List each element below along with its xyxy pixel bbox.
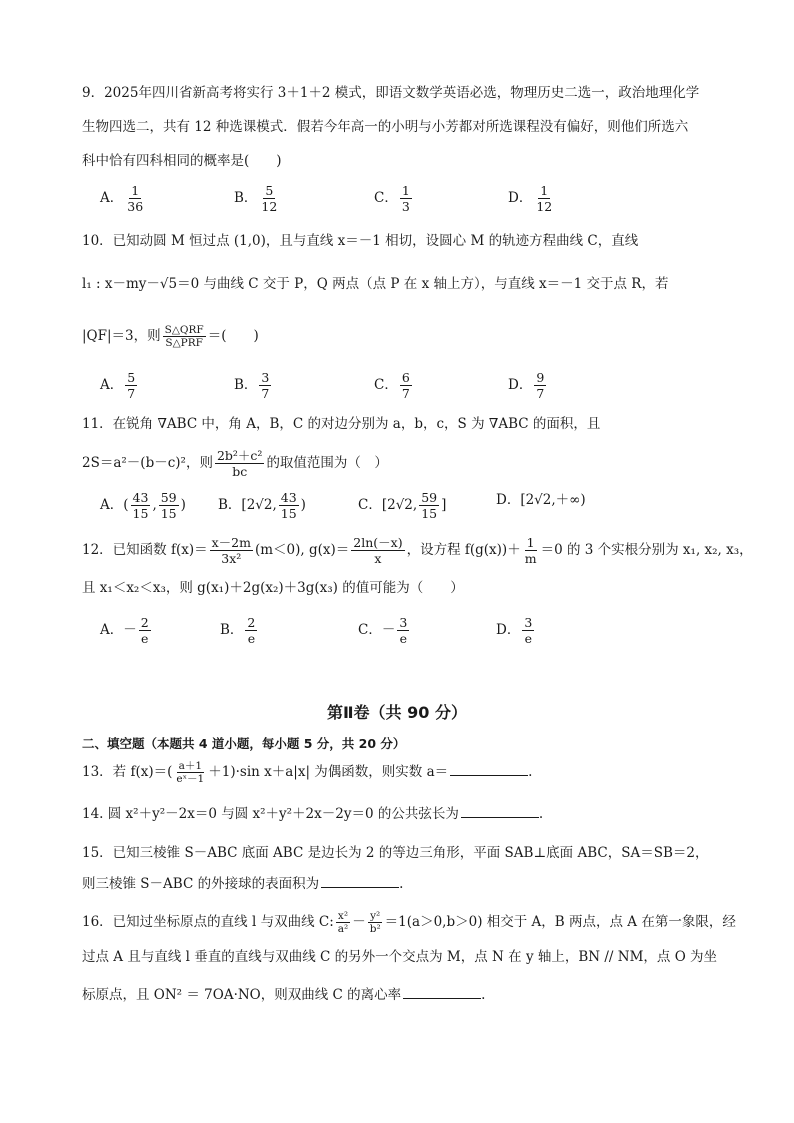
q10-option-c: C． $\frac{6}{7}$ <box>374 370 410 401</box>
fill-in-section-heading: 二、填空题（本题共 4 道小题，每小题 5 分，共 20 分） <box>82 736 406 751</box>
q14-answer-blank[interactable] <box>461 803 539 818</box>
q16-answer-blank[interactable] <box>403 984 481 999</box>
q16-line3: 标原点，且 ON² ＝ 7OA·NO，则双曲线 C 的离心率 . <box>82 984 485 1005</box>
q11-option-d: D．[2√2,＋∞) <box>496 492 586 508</box>
q9-line2: 生物四选二，共有 12 种选课模式．假若今年高一的小明与小芳都对所选课程没有偏好，则他们所选六 <box>82 119 689 135</box>
q9-option-a: A． $\frac{1}{36}$ <box>100 183 144 214</box>
q11-option-a: A．( $\frac{43}{15}$ , $\frac{59}{15}$ ) <box>100 490 186 521</box>
q9-option-d: D． $\frac{1}{12}$ <box>508 183 553 214</box>
q15-line1: 15．已知三棱锥 S－ABC 底面 ABC 是边长为 2 的等边三角形，平面 SAB⊥底面 ABC，SA＝SB＝2， <box>82 845 709 861</box>
q9-option-b: B． $\frac{5}{12}$ <box>234 183 278 214</box>
q11-option-b: B．[2√2, $\frac{43}{15}$ ) <box>218 490 306 521</box>
q16-line2: 过点 A 且与直线 l 垂直的直线与双曲线 C 的另外一个交点为 M，点 N 在 y 轴上，BN // NM，点 O 为坐 <box>82 949 718 965</box>
q11-line1: 11．在锐角 ∇ABC 中，角 A，B，C 的对边分别为 a，b，c，S 为 ∇ABC 的面积，且 <box>82 416 601 432</box>
q12-option-a: A．－ $\frac{2}{e}$ <box>100 615 149 646</box>
q15-line2: 则三棱锥 S－ABC 的外接球的表面积为 . <box>82 873 403 894</box>
q13-answer-blank[interactable] <box>450 761 528 776</box>
q9-option-c: C． $\frac{1}{3}$ <box>374 183 410 214</box>
q15-answer-blank[interactable] <box>321 873 399 888</box>
q10-line2: l₁ : x－my－√5＝0 与曲线 C 交于 P，Q 两点（点 P 在 x 轴上方），与直线 x＝－1 交于点 R，若 <box>82 276 669 292</box>
q14-line: 14. 圆 x²＋y²－2x＝0 与圆 x²＋y²＋2x－2y＝0 的公共弦长为 . <box>82 803 543 824</box>
q10-option-d: D． $\frac{9}{7}$ <box>508 370 545 401</box>
q11-option-c: C．[2√2, $\frac{59}{15}$ ] <box>358 490 447 521</box>
q10-line3: |QF|＝3，则 $\frac{\text{S△QRF}}{\text{S△PRF}}$ ＝( ) <box>82 324 259 349</box>
q12-line2: 且 x₁＜x₂＜x₃，则 g(x₁)＋2g(x₂)＋3g(x₃) 的值可能为（ ） <box>82 580 464 596</box>
q10-line1: 10．已知动圆 M 恒过点 (1,0)，且与直线 x＝－1 相切，设圆心 M 的轨迹方程曲线 C，直线 <box>82 233 639 249</box>
q10-option-b: B． $\frac{3}{7}$ <box>234 370 270 401</box>
section-title: 第Ⅱ卷（共 90 分） <box>327 703 467 722</box>
q9-line3: 科中恰有四科相同的概率是( ) <box>82 153 282 169</box>
q16-line1: 16．已知过坐标原点的直线 l 与双曲线 C: $\frac{\text{x²}}{\text{a²}}$ － $\frac{\text{y²}}{\text{b²}}$ ＝1(a＞0,b＞0) 相交于 A，B 两点，点 A 在第一象限，经 <box>82 910 736 935</box>
q10-option-a: A． $\frac{5}{7}$ <box>100 370 136 401</box>
q13-line: 13．若 f(x)＝( $\frac{a+1}{\text{eˣ－1}}$ ＋1)·sin x＋a|x| 为偶函数，则实数 a＝ . <box>82 760 533 785</box>
q12-line1: 12．已知函数 f(x)＝ $\frac{x-2m}{\text{3x²}}$ (m＜0), g(x)＝ $\frac{2\ln(-x)}{x}$ ，设方程 f(g(x))＋ $\frac{1}{m}$ ＝0 的 3 个实根分别为 x₁, x₂, x₃， <box>82 535 753 566</box>
q12-option-b: B． $\frac{2}{e}$ <box>220 615 256 646</box>
q11-line2: 2S＝a²－(b－c)²，则 $\frac{\text{2b²＋c²}}{bc}$ 的取值范围为（ ） <box>82 448 388 479</box>
q12-option-c: C．－ $\frac{3}{e}$ <box>358 615 408 646</box>
q12-option-d: D． $\frac{3}{e}$ <box>496 615 533 646</box>
q9-line1: 9．2025年四川省新高考将实行 3＋1＋2 模式，即语文数学英语必选，物理历史二选一，政治地理化学 <box>82 85 700 101</box>
